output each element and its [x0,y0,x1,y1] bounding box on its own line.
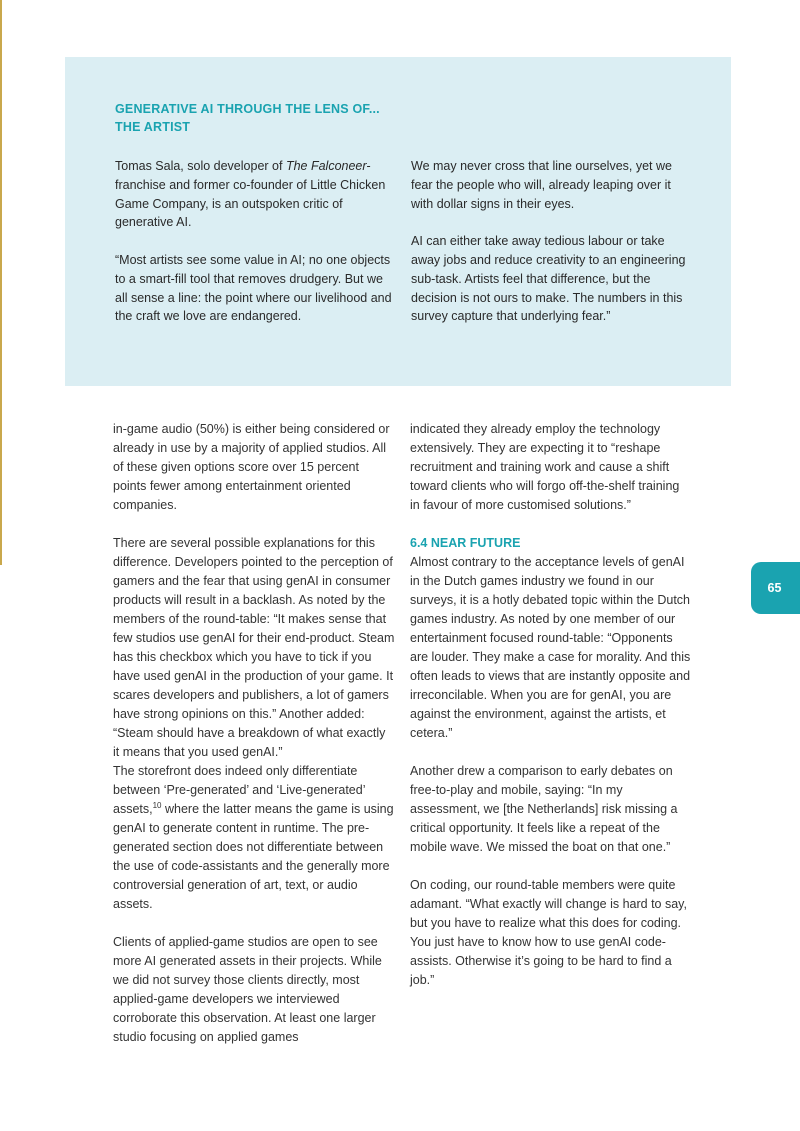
sidebar-title-line2: THE ARTIST [115,120,191,134]
sidebar-title [115,100,415,136]
body-paragraph: On coding, our round-table members were quite adamant. “What exactly will change is hard to say, but you have to realize what this does for coding. You just have to know how to use genAI code-assists. Otherwise it’s going to be hard to find a job.” [410,878,687,987]
sidebar-right-paragraph-1: We may never cross that line ourselves, yet we fear the people who will, already leaping over it with dollar signs in their eyes. [411,159,672,211]
sidebar-quote-paragraph: “Most artists see some value in AI; no one objects to a smart-fill tool that removes drudgery. But we all sense a line: the point where our livelihood and the craft we love are endangered. [115,252,392,324]
sidebar-right-paragraph-2: AI can either take away tedious labour or take away jobs and reduce creativity to an engineering sub-task. Artists feel that difference, but the decision is not ours to make. The numbers in this survey capture that underlying fear.” [411,234,686,324]
page-number-tab [751,562,800,614]
body-paragraph: Almost contrary to the acceptance levels of genAI in the Dutch games industry we found in our surveys, it is a hotly debated topic within the Dutch games industry. As noted by one member of our entertainment focused round-table: “Opponents are louder. They make a case for morality. And this often leads to views that are instantly opposite and irreconcilable. When you are for genAI, you are against the environment, against the artists, et cetera.” [410,555,691,740]
storefront-text-before: The storefront does indeed only differentiate between ‘Pre-generated’ and ‘Live-generated’ assets, [113,764,366,816]
body-paragraph: There are several possible explanations for this difference. Developers pointed to the perception of gamers and the fear that using genAI in consumer products will result in a backlash. As noted by the members of the round-table: “It makes sense that few studios use genAI for their end-product. Steam has this checkbox which you have to tick if you have used genAI in the production of your game. It scares developers and publishers, a lot of gamers have strong opinions on this.” Another added: “Steam should have a breakdown of what exactly it means that you used genAI.” [113,536,395,759]
body-paragraph: in-game audio (50%) is either being considered or already in use by a majority of applied studios. All of these given options score over 15 percent points fewer among entertainment oriented companies. [113,422,390,512]
storefront-text-after: where the latter means the game is using genAI to generate content in runtime. The pre-generated section does not differentiate between the use of code-assistants and the generally more controversial generation of art, text, or audio assets. [113,802,394,911]
body-left-column [113,420,395,1066]
body-paragraph [113,762,395,914]
sidebar-right-column [411,157,689,345]
page-number: 65 [767,581,782,595]
footnote-reference[interactable]: 10 [152,800,162,810]
sidebar-title-line1: GENERATIVE AI THROUGH THE LENS OF... [115,102,380,116]
sidebar-intro-paragraph [115,157,393,232]
sidebar-left-column [115,157,393,345]
body-paragraph: Another drew a comparison to early debates on free-to-play and mobile, saying: “In my assessment, we [the Netherlands] risk missing a critical opportunity. It feels like a repeat of the mobile wave. We missed the boat on that one.” [410,764,678,854]
intro-text-after: -franchise and former co-founder of Little Chicken Game Company, is an outspoken critic of generative AI. [115,159,386,230]
body-paragraph: indicated they already employ the technology extensively. They are expecting it to “reshape recruitment and training work and cause a shift toward clients who will forgo off-the-shelf training in favour of more customised solutions.” [410,422,680,512]
body-right-column [410,420,692,1009]
game-title-italic: The Falconeer [285,159,367,173]
body-paragraph: Clients of applied-game studios are open to see more AI generated assets in their projects. While we did not survey those clients directly, most applied-game developers we interviewed corroborate this observation. At least one larger studio focusing on applied games [113,935,382,1044]
intro-text-before: Tomas Sala, solo developer of [115,159,286,173]
page-edge-stripe [0,0,2,565]
section-heading: 6.4 NEAR FUTURE [410,536,521,550]
